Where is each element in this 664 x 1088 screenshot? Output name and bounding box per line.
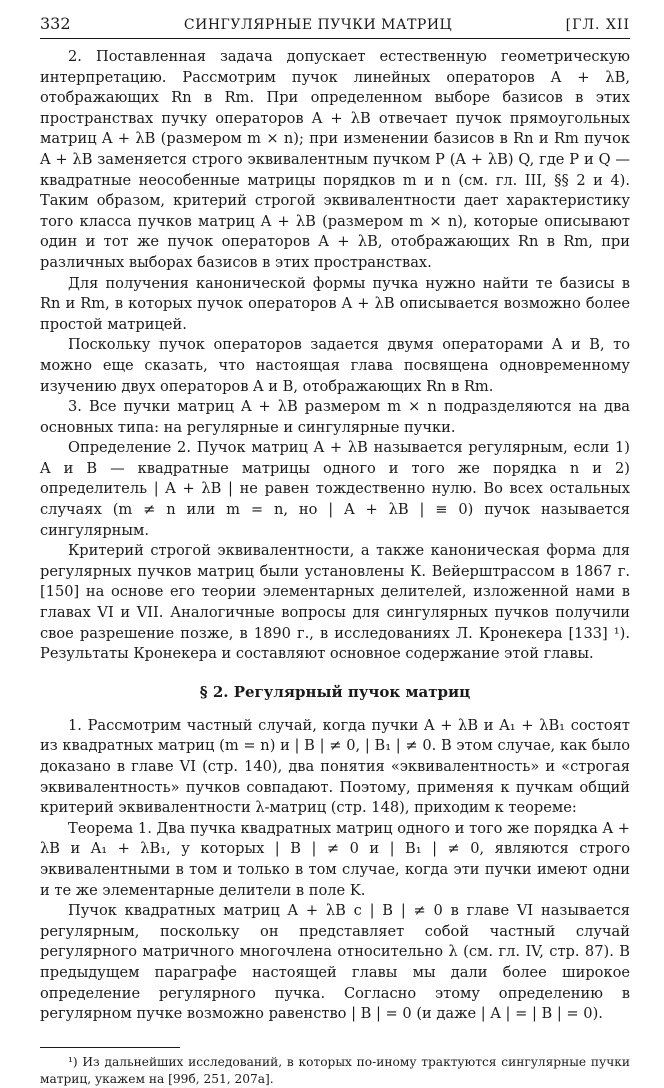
- footnote: ¹) Из дальнейших исследований, в которых по-иному трактуются сингулярные пучки матриц, укажем на [99б, 251, 207а].: [40, 1054, 630, 1086]
- paragraph-definition-2: Определение 2. Пучок матриц A + λB называется регулярным, если 1) A и B — квадратные матрицы одного и того же порядка n и 2) определитель | A + λB | не равен тождественно нулю. Во всех остальных случаях (m ≠ n или m = n, но | A + λB | ≡ 0) пучок называется сингулярным.: [40, 439, 630, 539]
- section-title: § 2. Регулярный пучок матриц: [199, 682, 471, 701]
- paragraph-history: Критерий строгой эквивалентности, а также каноническая форма для регулярных пучков матриц были установлены К. Вейерштрассом в 1867 г. [150] на основе его теории элементарных делителей, изложенной нами в главах VI и VII. Аналогичные вопросы для сингулярных пучков получили свое разрешение позже, в 1890 г., в исследованиях Л. Кронекера [133] ¹). Результаты Кронекера и составляют основное содержание этой главы.: [40, 542, 630, 663]
- paragraph-theorem-1: Теорема 1. Два пучка квадратных матриц одного и того же порядка A + λB и A₁ + λB₁, у которых | B | ≠ 0 и | B₁ | ≠ 0, являются строго эквивалентными в том и только в том случае, когда эти пучки имеют одни и те же элементарные делители в поле K.: [40, 819, 630, 899]
- page-header: [40, 14, 630, 39]
- paragraph-geometric-interpretation: 2. Поставленная задача допускает естественную геометрическую интерпретацию. Рассмотрим пучок линейных операторов A + λB, отображающих Rn в Rm. При определенном выборе базисов в этих пространствах пучку операторов A + λB отвечает пучок прямоугольных матриц A + λB (размером m × n); при изменении базисов в Rn и Rm пучок A + λB заменяется строго эквивалентным пучком P (A + λB) Q, где P и Q — квадратные неособенные матрицы порядков m и n (см. гл. III, §§ 2 и 4). Таким образом, критерий строгой эквивалентности дает характеристику того класса пучков матриц A + λB (размером m × n), которые описывают один и тот же пучок операторов A + λB, отображающих Rn в Rm, при различных выборах базисов в этих пространствах.: [40, 48, 630, 271]
- page-number: 332: [40, 14, 71, 33]
- paragraph-two-operators: Поскольку пучок операторов задается двумя операторами A и B, то можно еще сказать, что настоящая глава посвящена одновременному изучению двух операторов A и B, отображающих Rn в Rm.: [40, 336, 630, 395]
- paragraph-canonical-form: Для получения канонической формы пучка нужно найти те базисы в Rn и Rm, в которых пучок операторов A + λB описывается возможно более простой матрицей.: [40, 274, 630, 333]
- running-title: СИНГУЛЯРНЫЕ ПУЧКИ МАТРИЦ: [183, 17, 453, 33]
- book-page: [40, 14, 630, 1086]
- paragraph-regular-pencil: Пучок квадратных матриц A + λB с | B | ≠ 0 в главе VI называется регулярным, поскольку он представляет собой частный случай регулярного матричного многочлена относительно λ (см. гл. IV, стр. 87). В предыдущем параграфе настоящей главы мы дали более широкое определение регулярного пучка. Согласно этому определению в регулярном пучке возможно равенство | B | = 0 (и даже | A | = | B | = 0).: [40, 902, 630, 1023]
- footnote-divider: [40, 1047, 180, 1048]
- paragraph-special-case: 1. Рассмотрим частный случай, когда пучки A + λB и A₁ + λB₁ состоят из квадратных матриц (m = n) и | B | ≠ 0, | B₁ | ≠ 0. В этом случае, как было доказано в главе VI (стр. 140), два понятия «эквивалентность» и «строгая эквивалентность» пучков совпадают. Поэтому, применяя к пучкам общий критерий эквивалентности λ-матриц (стр. 148), приходим к теореме:: [40, 716, 630, 817]
- paragraph-pencil-types: 3. Все пучки матриц A + λB размером m × n подразделяются на два основных типа: на регулярные и сингулярные пучки.: [40, 398, 630, 436]
- chapter-label: [ГЛ. XII: [565, 17, 630, 33]
